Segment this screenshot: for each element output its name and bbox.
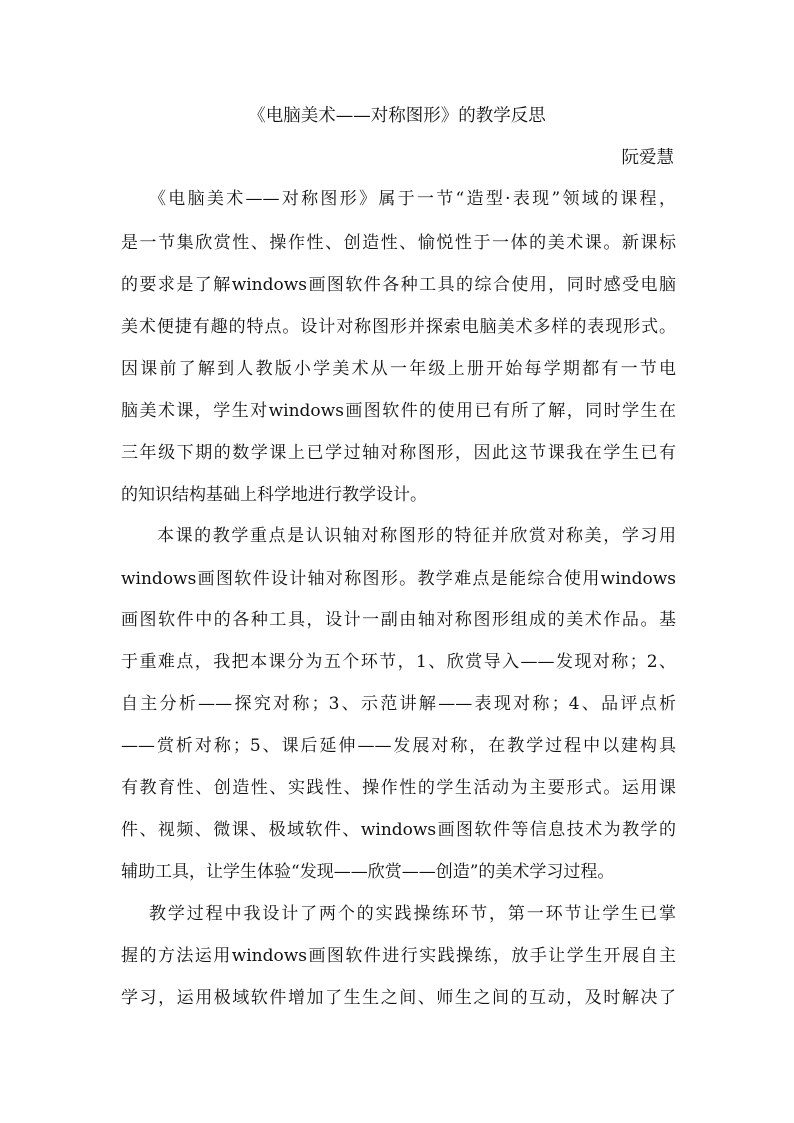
paragraph-1-line-8: 的知识结构基础上科学地进行教学设计。 [121,485,427,505]
paragraph-2-line-4: 于重难点，我把本课分为五个环节，1、欣赏导入——发现对称；2、 [121,652,676,672]
paragraph-2-line-9: 辅助工具，让学生体验“发现——欣赏——创造”的美术学习过程。 [121,862,615,882]
paragraph-1-line-2: 是一节集欣赏性、操作性、创造性、愉悦性于一体的美术课。新课标 [121,233,676,253]
paragraph-3-line-3: 学习，运用极域软件增加了生生之间、师生之间的互动，及时解决了 [121,988,676,1008]
paragraph-2-line-7: 有教育性、创造性、实践性、操作性的学生活动为主要形式。运用课 [121,778,676,798]
paragraph-2-line-5: 自主分析——探究对称；3、示范讲解——表现对称；4、品评点析 [121,694,676,714]
paragraph-1-line-6: 脑美术课，学生对windows画图软件的使用已有所了解，同时学生在 [121,401,676,421]
paragraph-2-line-8: 件、视频、微课、极域软件、windows画图软件等信息技术为教学的 [121,820,676,840]
paragraph-2-line-3: 画图软件中的各种工具，设计一副由轴对称图形组成的美术作品。基 [121,610,676,630]
paragraph-1-line-3: 的要求是了解windows画图软件各种工具的综合使用，同时感受电脑 [121,275,676,295]
paragraph-3-line-2: 握的方法运用windows画图软件进行实践操练，放手让学生开展自主 [121,946,676,966]
paragraph-3-line-1: 教学过程中我设计了两个的实践操练环节，第一环节让学生已掌 [149,904,676,924]
paragraph-1-line-7: 三年级下期的数学课上已学过轴对称图形，因此这节课我在学生已有 [121,443,676,463]
document-author: 阮爱慧 [621,148,674,168]
paragraph-2-line-6: ——赏析对称；5、课后延伸——发展对称，在教学过程中以建构具 [121,736,676,756]
paragraph-2-line-1: 本课的教学重点是认识轴对称图形的特征并欣赏对称美，学习用 [157,526,676,546]
paragraph-1-line-5: 因课前了解到人教版小学美术从一年级上册开始每学期都有一节电 [121,359,676,379]
paragraph-1-line-4: 美术便捷有趣的特点。设计对称图形并探索电脑美术多样的表现形式。 [121,317,676,337]
paragraph-2-line-2: windows画图软件设计轴对称图形。教学难点是能综合使用windows [121,569,676,589]
document-title: 《电脑美术——对称图形》的教学反思 [248,106,546,126]
paragraph-1-line-1: 《电脑美术——对称图形》属于一节“造型·表现”领域的课程， [149,189,676,209]
